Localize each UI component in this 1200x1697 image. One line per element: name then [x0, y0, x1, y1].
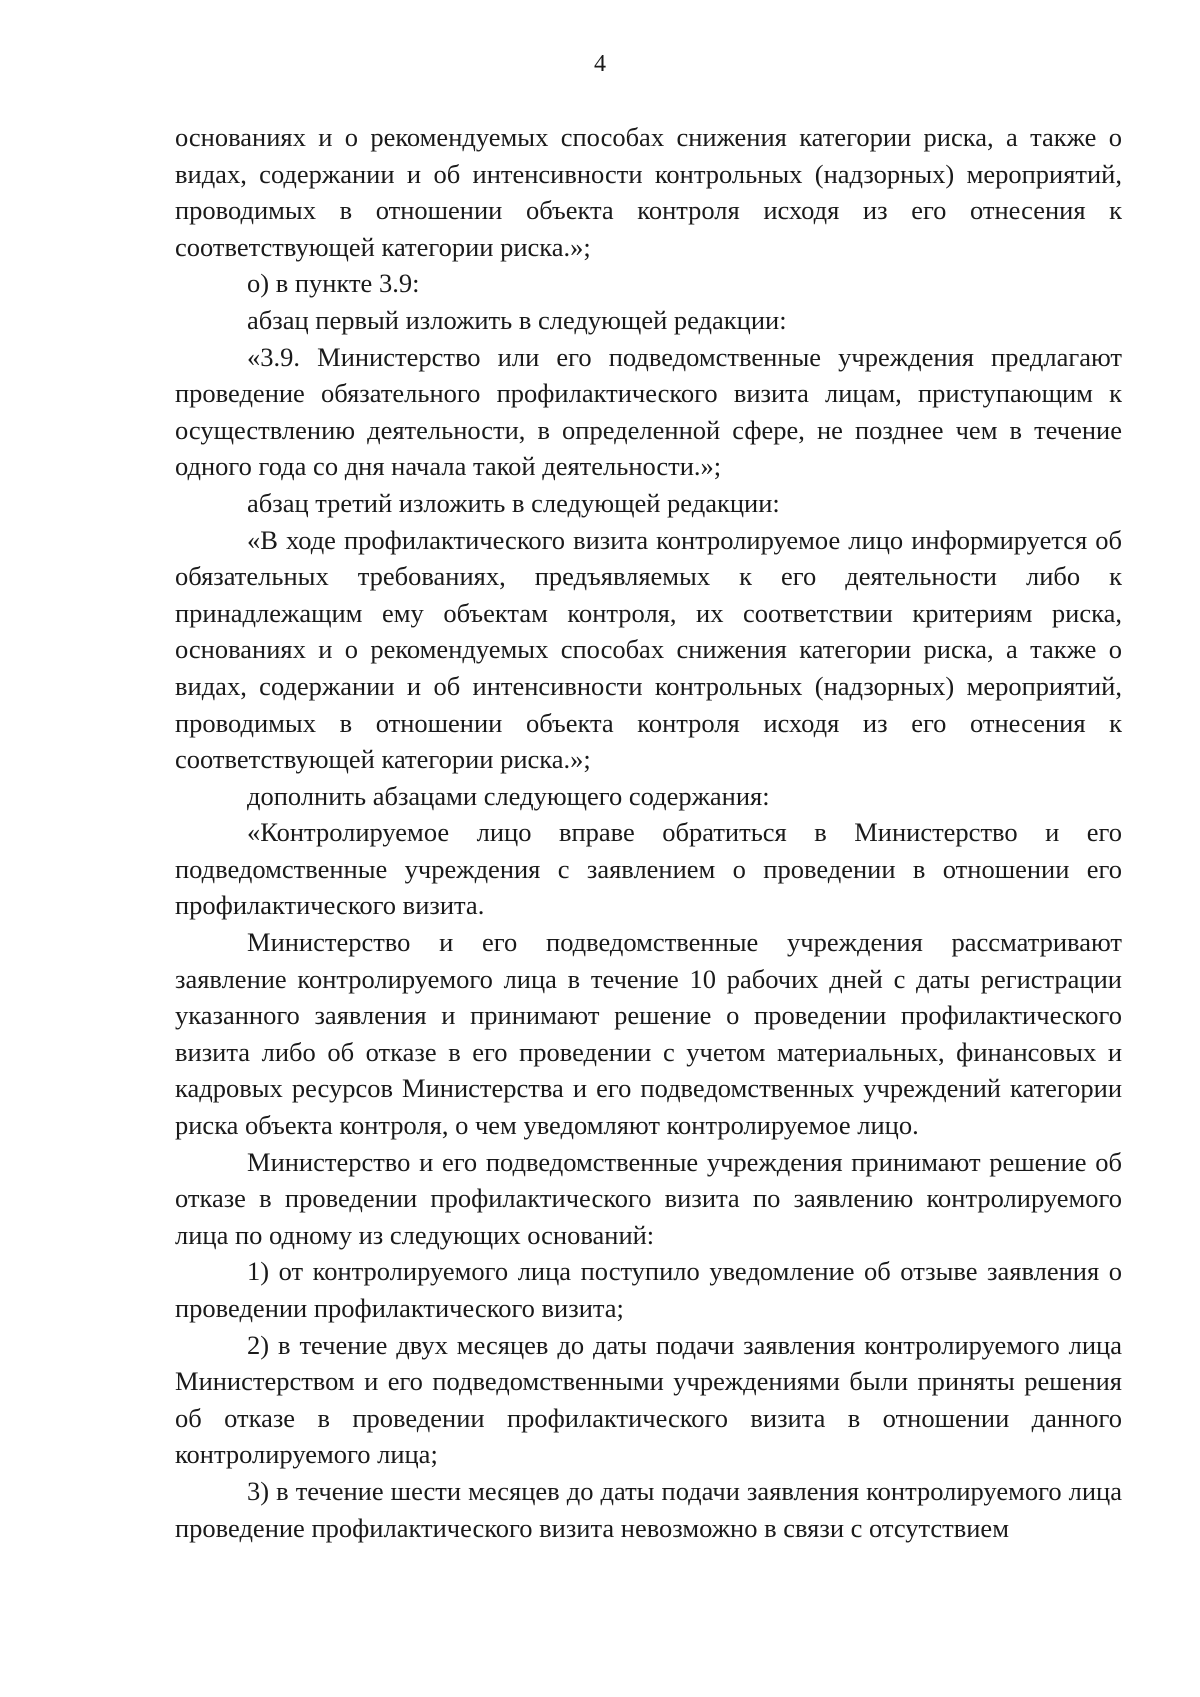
page-number: 4 — [594, 51, 606, 77]
paragraph-right-to-apply: «Контролируемое лицо вправе обратиться в Министерство и его подведомственные учреждения с заявлением о проведении в отношении его профилактического визита. — [175, 817, 1122, 921]
paragraph-continuation: основаниях и о рекомендуемых способах снижения категории риска, а также о видах, содержании и об интенсивности контрольных (надзорных) мероприятий, проводимых в отношении объекта контроля исходя из его отнесения к соответствующей категории риска.»; — [175, 122, 1122, 262]
paragraph-instruction-supplement: дополнить абзацами следующего содержания: — [247, 780, 770, 811]
paragraph-visit-info: «В ходе профилактического визита контролируемое лицо информируется об обязательных требованиях, предъявляемых к его деятельности либо к принадлежащим ему объектам контроля, их соответствии критериям риска, основаниях и о рекомендуемых способах снижения категории риска, а также о видах, содержании и об интенсивности контрольных (надзорных) мероприятий, проводимых в отношении объекта контроля исходя из его отнесения к соответствующей категории риска.»; — [175, 524, 1122, 775]
paragraph-subitem-o: о) в пункте 3.9: — [247, 268, 420, 299]
paragraph-instruction-first: абзац первый изложить в следующей редакции: — [247, 304, 787, 335]
paragraph-ground-1: 1) от контролируемого лица поступило уведомление об отзыве заявления о проведении профилактического визита; — [175, 1256, 1122, 1323]
paragraph-ground-3: 3) в течение шести месяцев до даты подачи заявления контролируемого лица проведение профилактического визита невозможно в связи с отсутствием — [175, 1475, 1122, 1543]
paragraph-instruction-third: абзац третий изложить в следующей редакции: — [247, 487, 780, 518]
paragraph-item-3-9: «3.9. Министерство или его подведомственные учреждения предлагают проведение обязательного профилактического визита лицам, приступающим к осуществлению деятельности, в определенной сфере, не позднее чем в течение одного года со дня начала такой деятельности.»; — [175, 341, 1122, 482]
paragraph-review-application: Министерство и его подведомственные учреждения рассматривают заявление контролируемого лица в течение 10 рабочих дней с даты регистрации указанного заявления и принимают решение о проведении профилактического визита либо об отказе в его проведении с учетом материальных, финансовых и кадровых ресурсов Министерства и его подведомственных учреждений категории риска объекта контроля, о чем уведомляют контролируемое лицо. — [175, 927, 1122, 1141]
paragraph-refusal-grounds: Министерство и его подведомственные учреждения принимают решение об отказе в проведении профилактического визита по заявлению контролируемого лица по одному из следующих оснований: — [175, 1146, 1122, 1250]
paragraph-ground-2: 2) в течение двух месяцев до даты подачи заявления контролируемого лица Министерством и его подведомственными учреждениями были приняты решения об отказе в проведении профилактического визита в отношении данного контролируемого лица; — [175, 1329, 1122, 1470]
document-body — [175, 119, 1122, 1546]
